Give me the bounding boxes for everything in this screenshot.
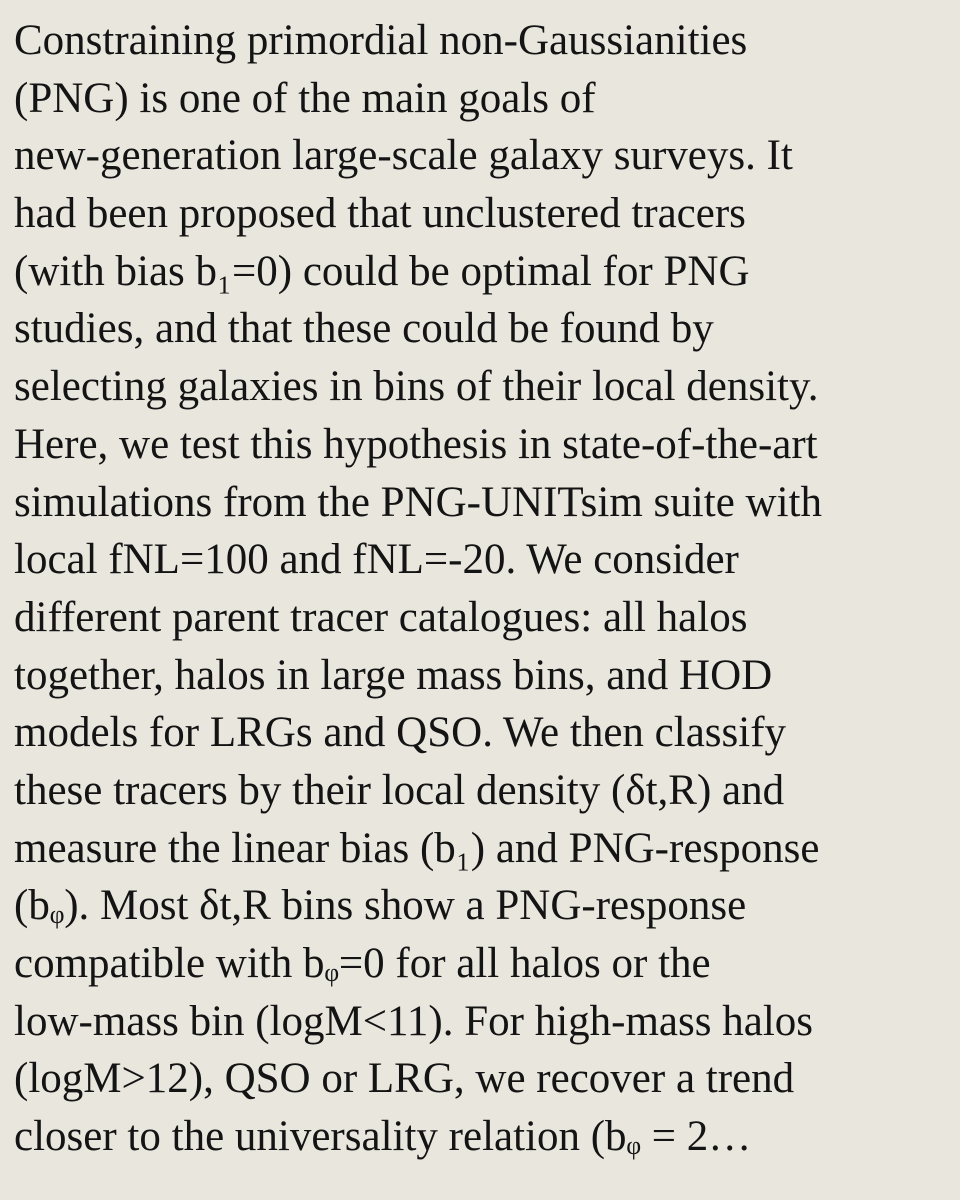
abstract-text (14, 12, 954, 1166)
abstract-line-1: Constraining primordial non-Gaussianities (14, 17, 748, 64)
abstract-line-18: low-mass bin (logM<11). For high-mass halos (14, 997, 814, 1045)
abstract-line-11: different parent tracer catalogues: all halos (14, 593, 748, 641)
abstract-line-2: (PNG) is one of the main goals of (14, 74, 596, 122)
abstract-line-14: these tracers by their local density (δt,R) and (14, 766, 785, 814)
abstract-line-4: had been proposed that unclustered tracers (14, 190, 746, 238)
abstract-line-6: studies, and that these could be found by (14, 305, 714, 353)
abstract-line-20: closer to the universality relation (bᵩ = 2… (14, 1113, 752, 1161)
abstract-line-16: (bᵩ). Most δt,R bins show a PNG-response (14, 882, 747, 930)
abstract-line-8: Here, we test this hypothesis in state-of-the-art (14, 420, 818, 468)
abstract-line-10: local fNL=100 and fNL=-20. We consider (14, 536, 739, 584)
abstract-line-13: models for LRGs and QSO. We then classify (14, 709, 787, 757)
abstract-line-3: new-generation large-scale galaxy surveys. It (14, 132, 793, 180)
abstract-line-7: selecting galaxies in bins of their local density. (14, 363, 819, 411)
abstract-line-9: simulations from the PNG-UNITsim suite with (14, 478, 822, 526)
abstract-line-19: (logM>12), QSO or LRG, we recover a trend (14, 1055, 795, 1103)
abstract-line-5: (with bias b₁=0) could be optimal for PNG (14, 247, 750, 295)
abstract-line-15: measure the linear bias (b₁) and PNG-response (14, 824, 820, 872)
abstract-line-17: compatible with bᵩ=0 for all halos or the (14, 940, 711, 987)
abstract-line-12: together, halos in large mass bins, and HOD (14, 651, 773, 699)
